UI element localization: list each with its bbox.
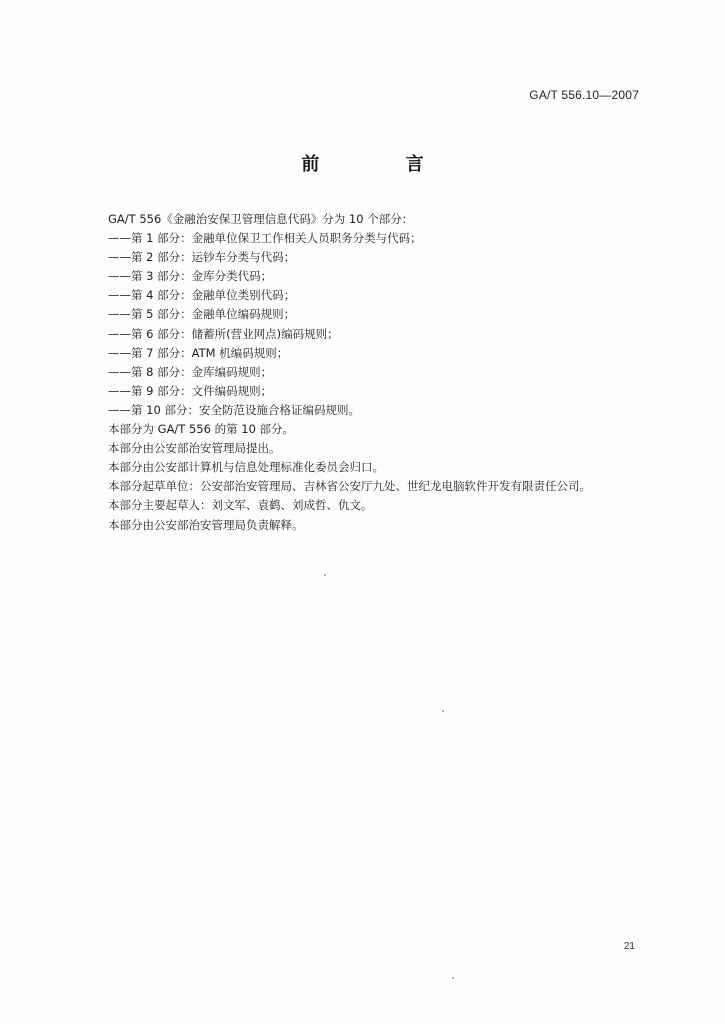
foreword-line: 本部分由公安部治安管理局负责解释。 xyxy=(108,517,304,532)
scan-speck xyxy=(324,574,326,576)
foreword-line: GA/T 556《金融治安保卫管理信息代码》分为 10 个部分： xyxy=(108,212,414,226)
foreword-line: ——第 8 部分：金库编码规则； xyxy=(108,364,273,379)
foreword-line: 本部分由公安部计算机与信息处理标准化委员会归口。 xyxy=(108,460,384,475)
foreword-line: ——第 4 部分：金融单位类别代码； xyxy=(108,288,296,303)
scan-speck xyxy=(452,977,454,979)
foreword-line: ——第 7 部分：ATM 机编码规则； xyxy=(108,345,289,360)
page-title: 前 言 xyxy=(301,154,464,175)
foreword-line: ——第 6 部分：储蓄所(营业网点)编码规则； xyxy=(108,326,339,341)
foreword-line: 本部分为 GA/T 556 的第 10 部分。 xyxy=(108,422,295,437)
foreword-body xyxy=(108,210,648,535)
foreword-line: 本部分由公安部治安管理局提出。 xyxy=(108,441,281,456)
foreword-line: ——第 5 部分：金融单位编码规则； xyxy=(108,307,296,322)
foreword-line: ——第 3 部分：金库分类代码； xyxy=(108,269,273,284)
page-number: 21 xyxy=(623,941,635,952)
scan-speck xyxy=(442,710,444,712)
foreword-line: 本部分起草单位：公安部治安管理局、吉林省公安厅九处、世纪龙电脑软件开发有限责任公司。 xyxy=(108,479,591,494)
foreword-line: ——第 2 部分：运钞车分类与代码； xyxy=(108,250,296,265)
foreword-line: ——第 10 部分：安全防范设施合格证编码规则。 xyxy=(108,402,360,417)
document-code: GA/T 556.10—2007 xyxy=(529,88,639,102)
foreword-line: ——第 9 部分：文件编码规则； xyxy=(108,383,273,398)
foreword-line: ——第 1 部分：金融单位保卫工作相关人员职务分类与代码； xyxy=(108,231,422,246)
foreword-line: 本部分主要起草人：刘文军、袁鹤、刘成哲、仇文。 xyxy=(108,498,373,513)
